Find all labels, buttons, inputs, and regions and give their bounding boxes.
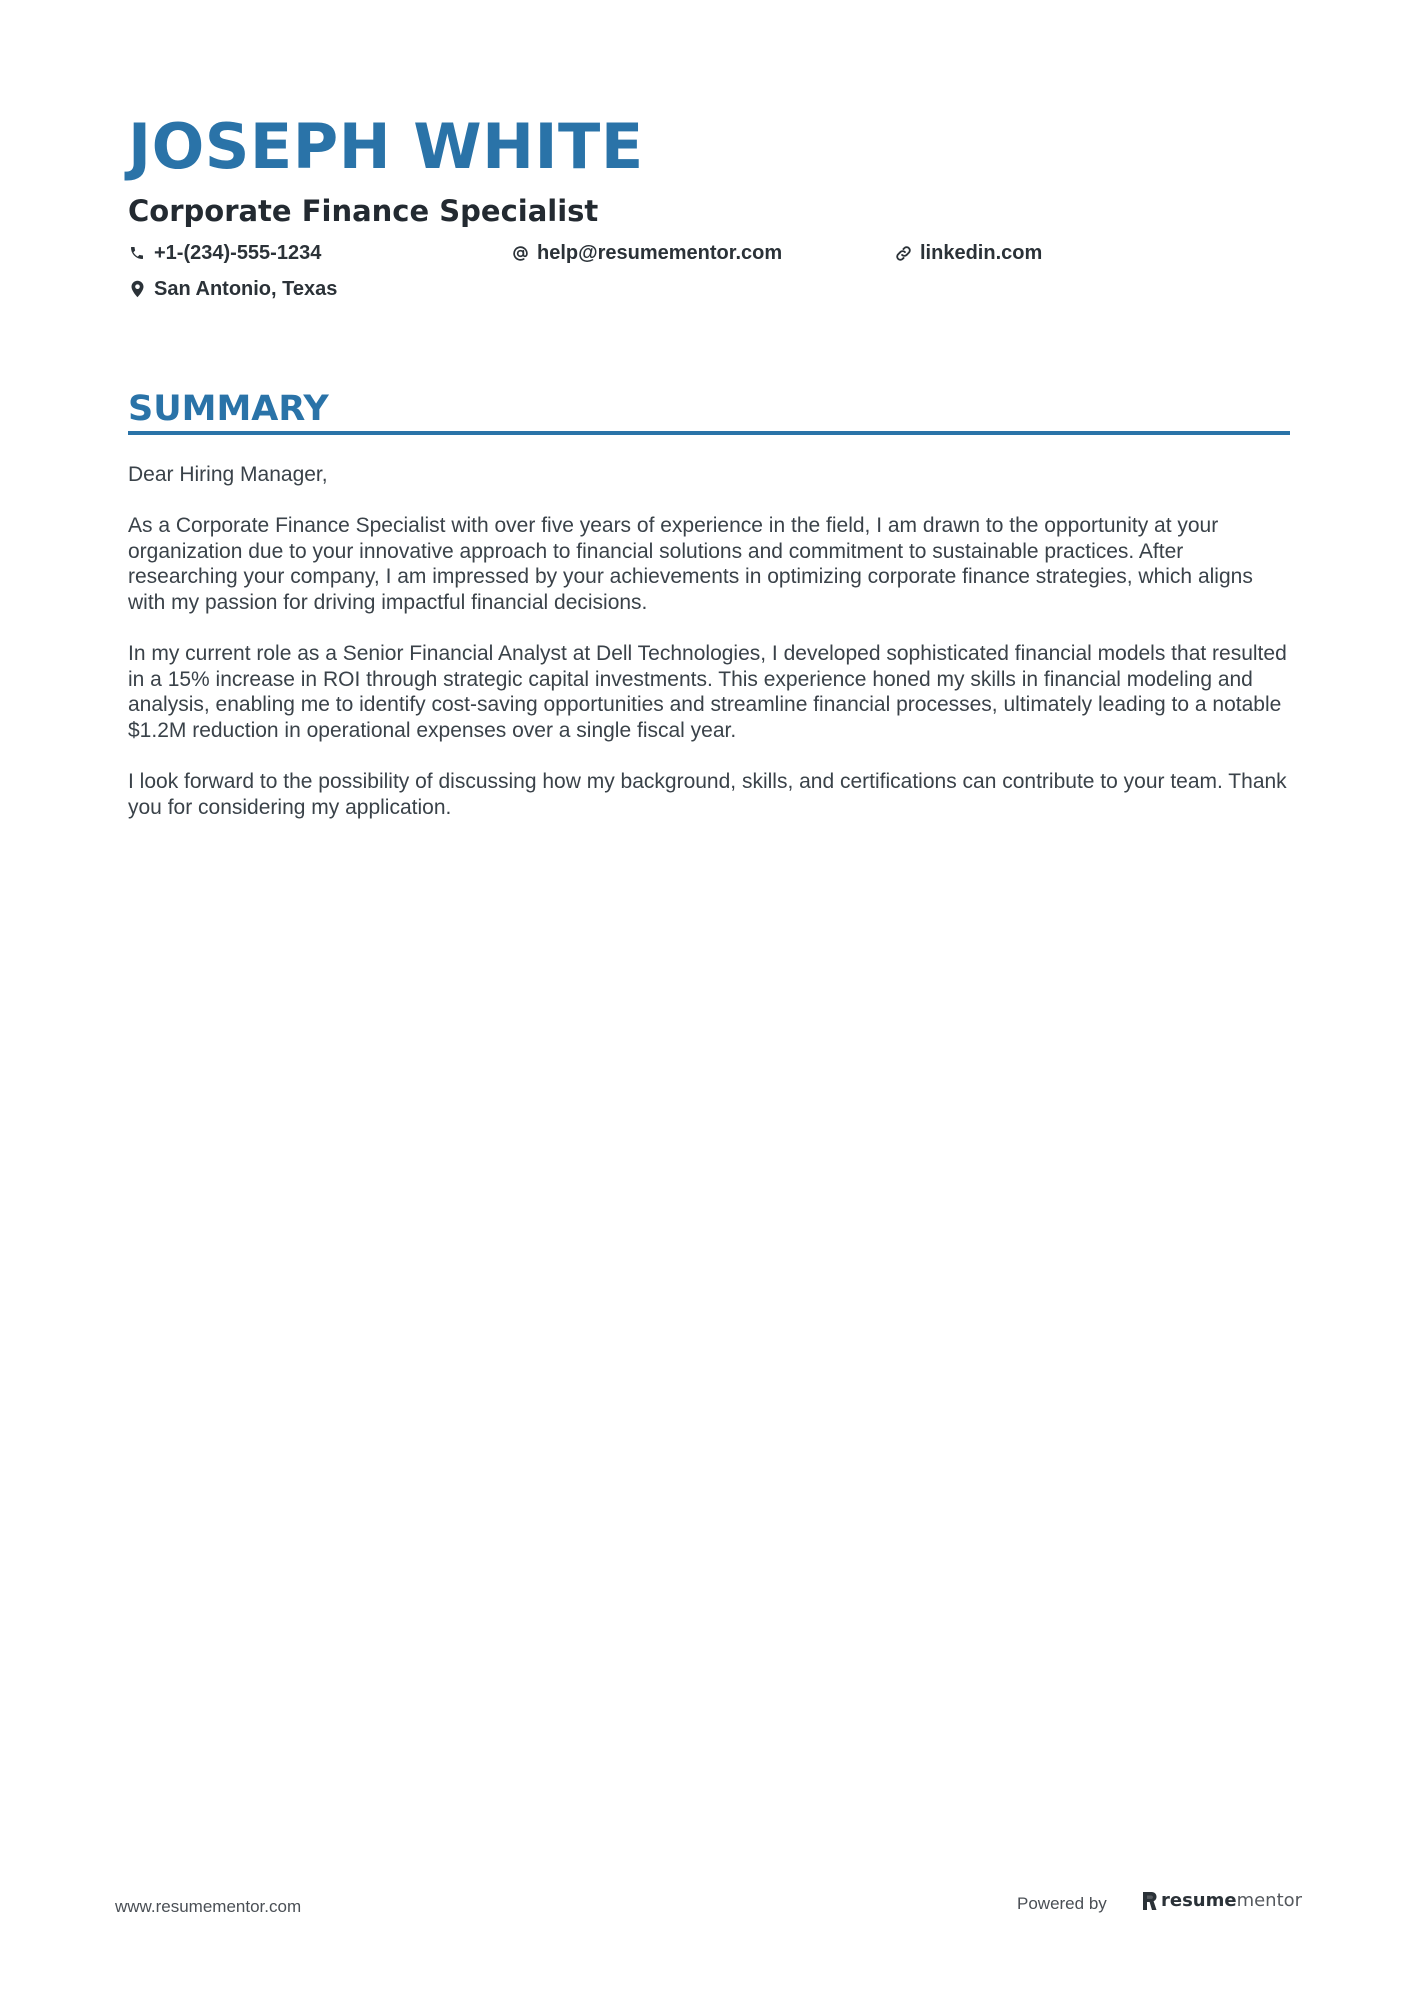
- powered-by-label: Powered by: [1017, 1894, 1107, 1913]
- phone-text: +1-(234)-555-1234: [154, 242, 322, 264]
- email-text[interactable]: help@resumementor.com: [537, 242, 783, 264]
- brand-text-bold: resume: [1161, 1890, 1237, 1911]
- brand-logo[interactable]: [1141, 1889, 1302, 1913]
- contact-email[interactable]: [511, 240, 782, 266]
- letter-paragraph: I look forward to the possibility of discussing how my background, skills, and certifications can contribute to your team. Thank you for considering my application.: [128, 770, 1287, 819]
- letter-paragraph: In my current role as a Senior Financial Analyst at Dell Technologies, I developed sophisticated financial models that resulted in a 15% increase in ROI through strategic capital investments. This experience honed my skills in financial modeling and analysis, enabling me to identify cost-saving opportunities and streamline financial processes, ultimately leading to a notable $1.2M reduction in operational expenses over a single fiscal year.: [128, 642, 1287, 742]
- section-divider: [128, 431, 1290, 435]
- footer-website-link[interactable]: www.resumementor.com: [115, 1897, 302, 1916]
- contact-website[interactable]: [894, 240, 1042, 266]
- job-title: Corporate Finance Specialist: [128, 194, 599, 228]
- link-icon: [894, 244, 912, 262]
- map-pin-icon: [128, 280, 146, 298]
- phone-icon: [128, 244, 146, 262]
- at-icon: [511, 244, 529, 262]
- brand-text-light: mentor: [1236, 1890, 1303, 1911]
- contact-location: [128, 276, 337, 302]
- letter-paragraph: Dear Hiring Manager,: [128, 463, 328, 486]
- cover-letter-body: [128, 462, 1290, 846]
- location-text: San Antonio, Texas: [154, 278, 338, 300]
- letter-paragraph: As a Corporate Finance Specialist with over five years of experience in the field, I am drawn to the opportunity at your organization due to your innovative approach to financial solutions and commitment to sustainable practices. After researching your company, I am impressed by your achievements in optimizing corporate finance strategies, which aligns with my passion for driving impactful financial decisions.: [128, 514, 1253, 614]
- resumementor-logo-icon: [1141, 1890, 1158, 1912]
- candidate-name: JOSEPH WHITE: [128, 110, 644, 183]
- contact-phone: [128, 240, 321, 266]
- summary-heading: SUMMARY: [128, 389, 329, 429]
- website-text[interactable]: linkedin.com: [920, 242, 1043, 264]
